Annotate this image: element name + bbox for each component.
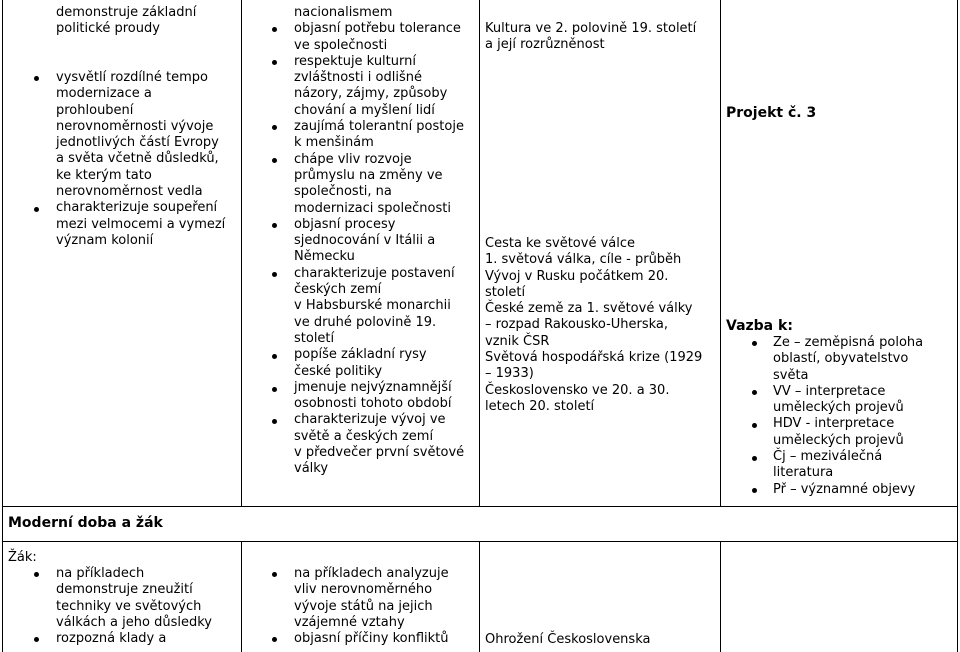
bullet-icon bbox=[272, 158, 277, 163]
topic-line: 1. světová válka, cíle - průběh bbox=[485, 252, 682, 268]
list-item-line: demonstruje zneužití bbox=[56, 582, 193, 598]
topic-line: Československo ve 20. a 30. bbox=[485, 382, 670, 398]
bullet-icon bbox=[34, 637, 39, 642]
list-item-line: objasní potřebu tolerance bbox=[294, 21, 461, 37]
topics-column bbox=[485, 21, 696, 54]
bullet-icon bbox=[34, 207, 39, 212]
topic-line: Cesta ke světové válce bbox=[485, 236, 635, 251]
topics-column-group bbox=[485, 236, 702, 415]
list-item-line: války bbox=[294, 461, 329, 477]
list-item-line: české politiky bbox=[294, 363, 383, 379]
topic-line: letech 20. století bbox=[485, 398, 595, 414]
topic-line: vznik ČSR bbox=[485, 333, 550, 349]
list-item-line: popíše základní rysy bbox=[294, 347, 427, 363]
list-item-line: vliv nerovnoměrného bbox=[294, 582, 433, 598]
link-line: literatura bbox=[773, 465, 834, 481]
list-item-line: k menšinám bbox=[294, 135, 374, 151]
topic-line: – rozpad Rakousko-Uherska, bbox=[485, 317, 669, 333]
list-item-line: zvláštnosti i odlišné bbox=[294, 70, 422, 86]
links-title: Vazba k: bbox=[726, 318, 793, 334]
bullet-icon bbox=[752, 390, 757, 395]
list-item-line: chápe vliv rozvoje bbox=[294, 151, 412, 167]
bullet-icon bbox=[752, 423, 757, 428]
link-line: HDV - interpretace bbox=[773, 416, 895, 432]
list-item-line: význam kolonií bbox=[56, 232, 154, 248]
list-item-line: sjednocování v Itálii a bbox=[294, 233, 436, 249]
list-item-line: objasní příčiny konfliktů bbox=[294, 631, 449, 647]
link-line: Čj – meziválečná bbox=[773, 449, 883, 465]
list-item-line: vysvětlí rozdílné tempo bbox=[56, 70, 208, 85]
bullet-icon bbox=[272, 27, 277, 32]
bullet-icon bbox=[752, 456, 757, 461]
list-item-line: charakterizuje postavení bbox=[294, 265, 455, 281]
list-item-line: zaujímá tolerantní postoje bbox=[294, 119, 464, 135]
list-item-line: válkách a jeho důsledky bbox=[56, 614, 212, 630]
intro-line: politické proudy bbox=[56, 21, 160, 37]
bottom-goals-column-1 bbox=[56, 566, 212, 647]
bullet-icon bbox=[272, 637, 277, 642]
bullet-icon bbox=[272, 572, 277, 577]
list-item-line: světě a českých zemí bbox=[294, 428, 434, 444]
list-item-line: ve druhé polovině 19. bbox=[294, 314, 437, 330]
topic-line: Kultura ve 2. polovině 19. století bbox=[485, 21, 697, 36]
section-title bbox=[8, 515, 163, 531]
bullet-icon bbox=[752, 488, 757, 493]
link-line: Př – významné objevy bbox=[773, 481, 916, 497]
bullet-icon bbox=[272, 354, 277, 359]
list-item-line: nerovnoměrnosti vývoje bbox=[56, 118, 214, 134]
topic-line: – 1933) bbox=[485, 366, 534, 382]
list-item-line: modernizace a bbox=[56, 86, 152, 102]
link-line: uměleckých projevů bbox=[773, 400, 904, 416]
list-item-line: českých zemí bbox=[294, 282, 382, 298]
project-title: Projekt č. 3 bbox=[726, 105, 817, 121]
topic-line: Vývoj v Rusku počátkem 20. bbox=[485, 268, 669, 284]
pupil-heading: Žák: bbox=[8, 550, 37, 565]
topic-line: a její rozrůzněnost bbox=[485, 37, 605, 53]
goals-column-1 bbox=[56, 5, 196, 38]
list-item-line: Německu bbox=[294, 249, 355, 265]
link-line: uměleckých projevů bbox=[773, 432, 904, 448]
list-item-line: modernizaci společnosti bbox=[294, 200, 451, 216]
list-item-line: průmyslu na změny ve bbox=[294, 167, 443, 183]
table-border-left bbox=[2, 0, 3, 652]
topic-line: České země za 1. světové války bbox=[485, 301, 693, 317]
row-divider-section bbox=[2, 541, 958, 542]
list-item-line: v předvečer první světové bbox=[294, 445, 465, 461]
list-item-line: ve společnosti bbox=[294, 37, 388, 53]
link-line: oblastí, obyvatelstvo bbox=[773, 351, 909, 367]
row-divider-top bbox=[2, 506, 958, 507]
pupil-label bbox=[8, 550, 37, 566]
list-item-line: rozpozná klady a bbox=[56, 631, 167, 647]
list-item-line: objasní procesy bbox=[294, 216, 396, 232]
bullet-icon bbox=[272, 223, 277, 228]
list-item-line: na příkladech analyzuje bbox=[294, 566, 449, 581]
list-item-line: názory, zájmy, způsoby bbox=[294, 86, 448, 102]
list-item-line: chování a myšlení lidí bbox=[294, 102, 435, 118]
list-item-line: vývoje států na jejich bbox=[294, 598, 433, 614]
list-item-line: respektuje kulturní bbox=[294, 53, 416, 69]
link-line: světa bbox=[773, 367, 809, 383]
table-border-right bbox=[957, 0, 958, 652]
list-item-line: a světa včetně důsledků, bbox=[56, 151, 219, 167]
bullet-icon bbox=[34, 76, 39, 81]
list-item-line: v Habsburské monarchii bbox=[294, 298, 451, 314]
list-item-line: na příkladech bbox=[56, 566, 145, 581]
list-item-line: vzájemné vztahy bbox=[294, 614, 405, 630]
list-item-line: charakterizuje vývoj ve bbox=[294, 412, 446, 428]
links-list bbox=[773, 335, 923, 498]
list-item-line: jednotlivých částí Evropy bbox=[56, 135, 219, 151]
bullet-icon bbox=[272, 125, 277, 130]
column-divider-1 bbox=[241, 0, 242, 506]
bottom-goals-column-2 bbox=[294, 566, 449, 647]
list-item-line: jmenuje nejvýznamnější bbox=[294, 379, 452, 395]
bullet-icon bbox=[272, 272, 277, 277]
bullet-icon bbox=[34, 572, 39, 577]
column-divider-2-lower bbox=[479, 541, 480, 652]
topic-line: Světová hospodářská krize (1929 bbox=[485, 350, 703, 366]
section-heading: Moderní doba a žák bbox=[8, 515, 163, 531]
goals-column-2 bbox=[294, 5, 464, 478]
links-label bbox=[726, 318, 793, 334]
intro-line: nacionalismem bbox=[294, 5, 393, 20]
intro-line: demonstruje základní bbox=[56, 5, 197, 20]
link-line: Ze – zeměpisná poloha bbox=[773, 335, 924, 350]
column-divider-3 bbox=[720, 0, 721, 506]
topic-line: století bbox=[485, 284, 526, 300]
list-item-line: osobnosti tohoto období bbox=[294, 396, 452, 412]
list-item-line: ke kterým tato bbox=[56, 167, 152, 183]
project-label bbox=[726, 105, 816, 121]
list-item-line: společnosti, na bbox=[294, 184, 392, 200]
list-item-line: charakterizuje soupeření bbox=[56, 200, 218, 216]
bullet-icon bbox=[752, 341, 757, 346]
bullet-icon bbox=[272, 60, 277, 65]
link-line: VV – interpretace bbox=[773, 383, 886, 399]
list-item-line: techniky ve světových bbox=[56, 598, 202, 614]
list-item-line: mezi velmocemi a vymezí bbox=[56, 216, 226, 232]
list-item-line: století bbox=[294, 330, 335, 346]
column-divider-2 bbox=[479, 0, 480, 506]
topic-line: Ohrožení Československa bbox=[485, 632, 651, 647]
bullet-icon bbox=[272, 387, 277, 392]
list-item-line: prohloubení bbox=[56, 102, 134, 118]
goals-column-1-list bbox=[56, 70, 225, 249]
column-divider-1-lower bbox=[241, 541, 242, 652]
bullet-icon bbox=[272, 419, 277, 424]
bottom-topics-column bbox=[485, 632, 650, 648]
list-item-line: nerovnoměrnost vedla bbox=[56, 184, 203, 200]
column-divider-3-lower bbox=[720, 541, 721, 652]
